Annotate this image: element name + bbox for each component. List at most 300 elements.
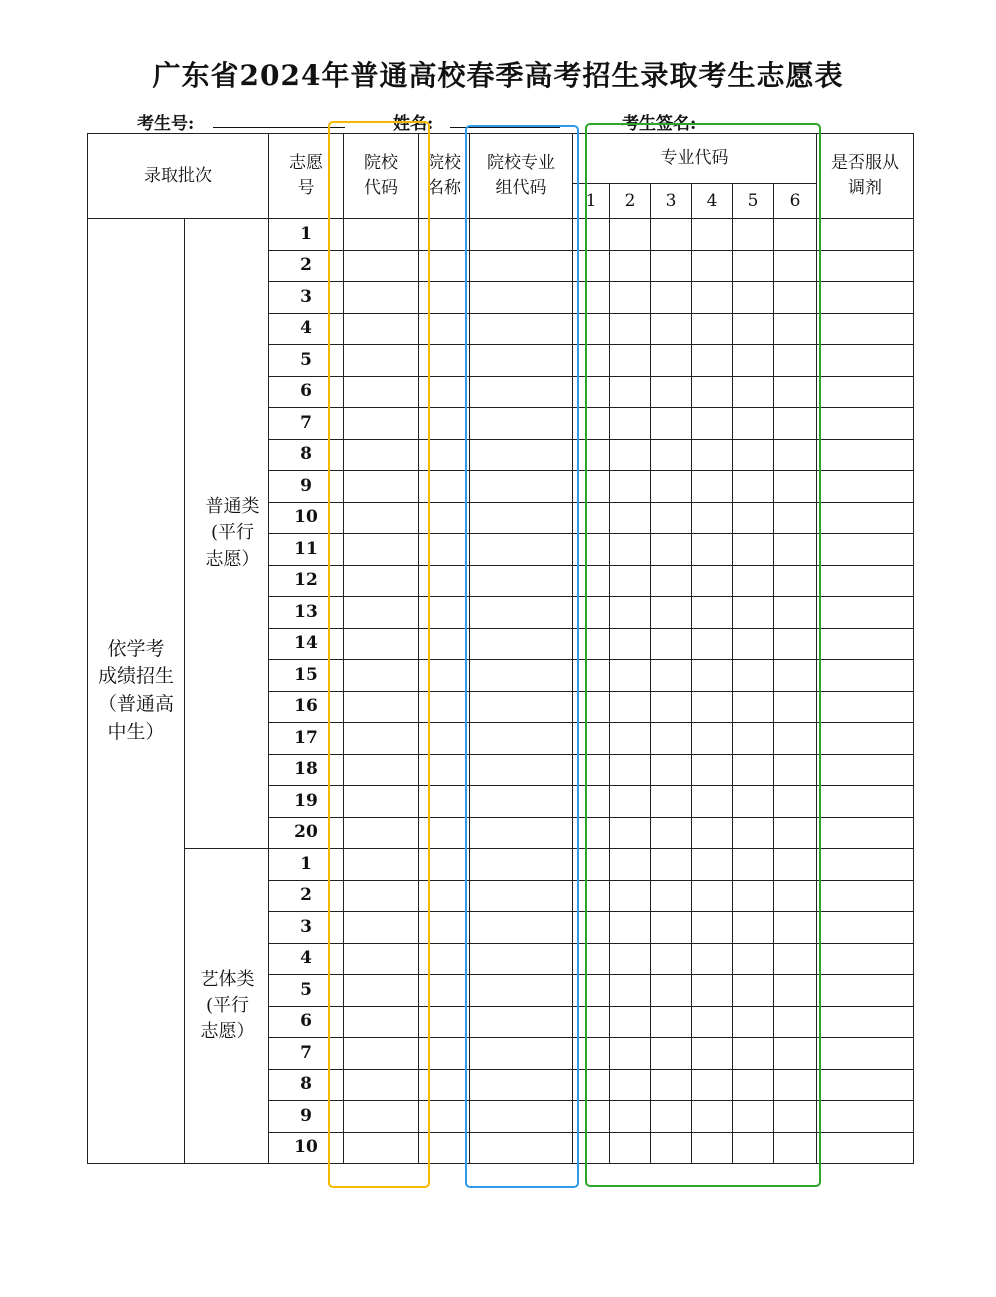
major-code-cell[interactable] — [733, 1006, 774, 1038]
group-code-cell[interactable] — [470, 471, 573, 503]
major-code-cell[interactable] — [651, 565, 692, 597]
group-code-cell[interactable] — [470, 565, 573, 597]
school-name-cell[interactable] — [419, 282, 470, 314]
major-code-cell[interactable] — [733, 1132, 774, 1164]
school-name-cell[interactable] — [419, 660, 470, 692]
school-name-cell[interactable] — [419, 880, 470, 912]
school-name-cell[interactable] — [419, 628, 470, 660]
major-code-cell[interactable] — [733, 376, 774, 408]
major-code-cell[interactable] — [774, 912, 817, 944]
group-code-cell[interactable] — [470, 345, 573, 377]
major-code-cell[interactable] — [651, 660, 692, 692]
major-code-cell[interactable] — [774, 943, 817, 975]
major-code-cell[interactable] — [692, 471, 733, 503]
group-code-cell[interactable] — [470, 219, 573, 251]
major-code-cell[interactable] — [651, 723, 692, 755]
major-code-cell[interactable] — [733, 849, 774, 881]
school-name-cell[interactable] — [419, 1069, 470, 1101]
major-code-cell[interactable] — [651, 754, 692, 786]
adjust-cell[interactable] — [817, 408, 914, 440]
name-field[interactable] — [450, 127, 560, 128]
school-name-cell[interactable] — [419, 1132, 470, 1164]
major-code-cell[interactable] — [733, 282, 774, 314]
adjust-cell[interactable] — [817, 691, 914, 723]
major-code-cell[interactable] — [573, 880, 610, 912]
major-code-cell[interactable] — [573, 1006, 610, 1038]
adjust-cell[interactable] — [817, 1132, 914, 1164]
major-code-cell[interactable] — [692, 439, 733, 471]
adjust-cell[interactable] — [817, 1069, 914, 1101]
major-code-cell[interactable] — [610, 817, 651, 849]
major-code-cell[interactable] — [610, 786, 651, 818]
major-code-cell[interactable] — [692, 250, 733, 282]
major-code-cell[interactable] — [573, 313, 610, 345]
group-code-cell[interactable] — [470, 439, 573, 471]
school-name-cell[interactable] — [419, 723, 470, 755]
adjust-cell[interactable] — [817, 912, 914, 944]
major-code-cell[interactable] — [774, 691, 817, 723]
adjust-cell[interactable] — [817, 282, 914, 314]
major-code-cell[interactable] — [774, 565, 817, 597]
school-code-cell[interactable] — [344, 439, 419, 471]
major-code-cell[interactable] — [651, 975, 692, 1007]
school-name-cell[interactable] — [419, 943, 470, 975]
major-code-cell[interactable] — [692, 912, 733, 944]
adjust-cell[interactable] — [817, 849, 914, 881]
adjust-cell[interactable] — [817, 975, 914, 1007]
major-code-cell[interactable] — [692, 880, 733, 912]
major-code-cell[interactable] — [774, 471, 817, 503]
school-code-cell[interactable] — [344, 471, 419, 503]
school-name-cell[interactable] — [419, 219, 470, 251]
major-code-cell[interactable] — [774, 219, 817, 251]
major-code-cell[interactable] — [733, 1101, 774, 1133]
school-name-cell[interactable] — [419, 250, 470, 282]
school-code-cell[interactable] — [344, 502, 419, 534]
school-code-cell[interactable] — [344, 786, 419, 818]
school-name-cell[interactable] — [419, 912, 470, 944]
school-code-cell[interactable] — [344, 943, 419, 975]
major-code-cell[interactable] — [733, 1069, 774, 1101]
major-code-cell[interactable] — [774, 628, 817, 660]
group-code-cell[interactable] — [470, 723, 573, 755]
group-code-cell[interactable] — [470, 502, 573, 534]
group-code-cell[interactable] — [470, 880, 573, 912]
group-code-cell[interactable] — [470, 912, 573, 944]
adjust-cell[interactable] — [817, 1038, 914, 1070]
major-code-cell[interactable] — [573, 1132, 610, 1164]
major-code-cell[interactable] — [692, 660, 733, 692]
school-name-cell[interactable] — [419, 408, 470, 440]
school-code-cell[interactable] — [344, 754, 419, 786]
major-code-cell[interactable] — [573, 660, 610, 692]
major-code-cell[interactable] — [610, 219, 651, 251]
school-code-cell[interactable] — [344, 975, 419, 1007]
major-code-cell[interactable] — [651, 691, 692, 723]
major-code-cell[interactable] — [774, 502, 817, 534]
adjust-cell[interactable] — [817, 439, 914, 471]
school-code-cell[interactable] — [344, 408, 419, 440]
major-code-cell[interactable] — [651, 880, 692, 912]
major-code-cell[interactable] — [573, 250, 610, 282]
major-code-cell[interactable] — [692, 817, 733, 849]
major-code-cell[interactable] — [774, 408, 817, 440]
major-code-cell[interactable] — [573, 817, 610, 849]
major-code-cell[interactable] — [774, 660, 817, 692]
major-code-cell[interactable] — [733, 754, 774, 786]
group-code-cell[interactable] — [470, 1132, 573, 1164]
major-code-cell[interactable] — [573, 1101, 610, 1133]
major-code-cell[interactable] — [692, 502, 733, 534]
school-code-cell[interactable] — [344, 1038, 419, 1070]
school-code-cell[interactable] — [344, 660, 419, 692]
adjust-cell[interactable] — [817, 219, 914, 251]
major-code-cell[interactable] — [573, 502, 610, 534]
major-code-cell[interactable] — [573, 219, 610, 251]
major-code-cell[interactable] — [692, 219, 733, 251]
major-code-cell[interactable] — [573, 943, 610, 975]
major-code-cell[interactable] — [774, 786, 817, 818]
major-code-cell[interactable] — [573, 754, 610, 786]
major-code-cell[interactable] — [651, 250, 692, 282]
major-code-cell[interactable] — [692, 943, 733, 975]
adjust-cell[interactable] — [817, 345, 914, 377]
adjust-cell[interactable] — [817, 723, 914, 755]
major-code-cell[interactable] — [610, 250, 651, 282]
adjust-cell[interactable] — [817, 250, 914, 282]
major-code-cell[interactable] — [733, 502, 774, 534]
group-code-cell[interactable] — [470, 660, 573, 692]
major-code-cell[interactable] — [774, 534, 817, 566]
major-code-cell[interactable] — [610, 502, 651, 534]
major-code-cell[interactable] — [774, 1132, 817, 1164]
major-code-cell[interactable] — [610, 439, 651, 471]
major-code-cell[interactable] — [692, 597, 733, 629]
adjust-cell[interactable] — [817, 943, 914, 975]
major-code-cell[interactable] — [610, 628, 651, 660]
major-code-cell[interactable] — [610, 1038, 651, 1070]
major-code-cell[interactable] — [651, 628, 692, 660]
school-name-cell[interactable] — [419, 691, 470, 723]
major-code-cell[interactable] — [733, 817, 774, 849]
school-code-cell[interactable] — [344, 723, 419, 755]
major-code-cell[interactable] — [733, 313, 774, 345]
major-code-cell[interactable] — [573, 1038, 610, 1070]
school-code-cell[interactable] — [344, 376, 419, 408]
major-code-cell[interactable] — [651, 471, 692, 503]
school-code-cell[interactable] — [344, 880, 419, 912]
school-name-cell[interactable] — [419, 376, 470, 408]
adjust-cell[interactable] — [817, 313, 914, 345]
major-code-cell[interactable] — [651, 502, 692, 534]
major-code-cell[interactable] — [610, 408, 651, 440]
major-code-cell[interactable] — [733, 471, 774, 503]
major-code-cell[interactable] — [573, 408, 610, 440]
school-code-cell[interactable] — [344, 628, 419, 660]
major-code-cell[interactable] — [733, 880, 774, 912]
major-code-cell[interactable] — [733, 219, 774, 251]
major-code-cell[interactable] — [692, 1101, 733, 1133]
major-code-cell[interactable] — [774, 1006, 817, 1038]
major-code-cell[interactable] — [692, 1069, 733, 1101]
adjust-cell[interactable] — [817, 817, 914, 849]
adjust-cell[interactable] — [817, 786, 914, 818]
adjust-cell[interactable] — [817, 502, 914, 534]
school-name-cell[interactable] — [419, 502, 470, 534]
major-code-cell[interactable] — [573, 439, 610, 471]
school-code-cell[interactable] — [344, 565, 419, 597]
major-code-cell[interactable] — [610, 565, 651, 597]
school-name-cell[interactable] — [419, 597, 470, 629]
major-code-cell[interactable] — [651, 597, 692, 629]
major-code-cell[interactable] — [651, 849, 692, 881]
major-code-cell[interactable] — [573, 691, 610, 723]
major-code-cell[interactable] — [774, 313, 817, 345]
major-code-cell[interactable] — [651, 376, 692, 408]
major-code-cell[interactable] — [692, 345, 733, 377]
major-code-cell[interactable] — [651, 313, 692, 345]
major-code-cell[interactable] — [610, 1069, 651, 1101]
major-code-cell[interactable] — [651, 439, 692, 471]
group-code-cell[interactable] — [470, 786, 573, 818]
major-code-cell[interactable] — [692, 282, 733, 314]
adjust-cell[interactable] — [817, 660, 914, 692]
school-code-cell[interactable] — [344, 597, 419, 629]
adjust-cell[interactable] — [817, 1006, 914, 1038]
major-code-cell[interactable] — [573, 849, 610, 881]
adjust-cell[interactable] — [817, 1101, 914, 1133]
major-code-cell[interactable] — [610, 912, 651, 944]
major-code-cell[interactable] — [573, 628, 610, 660]
school-name-cell[interactable] — [419, 439, 470, 471]
major-code-cell[interactable] — [733, 597, 774, 629]
major-code-cell[interactable] — [692, 565, 733, 597]
major-code-cell[interactable] — [774, 975, 817, 1007]
major-code-cell[interactable] — [610, 1101, 651, 1133]
major-code-cell[interactable] — [610, 376, 651, 408]
major-code-cell[interactable] — [733, 408, 774, 440]
major-code-cell[interactable] — [573, 597, 610, 629]
major-code-cell[interactable] — [733, 345, 774, 377]
major-code-cell[interactable] — [573, 912, 610, 944]
group-code-cell[interactable] — [470, 1006, 573, 1038]
major-code-cell[interactable] — [733, 975, 774, 1007]
school-code-cell[interactable] — [344, 912, 419, 944]
school-name-cell[interactable] — [419, 1006, 470, 1038]
major-code-cell[interactable] — [651, 282, 692, 314]
major-code-cell[interactable] — [573, 471, 610, 503]
school-name-cell[interactable] — [419, 754, 470, 786]
major-code-cell[interactable] — [774, 723, 817, 755]
major-code-cell[interactable] — [651, 786, 692, 818]
major-code-cell[interactable] — [733, 912, 774, 944]
group-code-cell[interactable] — [470, 534, 573, 566]
school-name-cell[interactable] — [419, 345, 470, 377]
group-code-cell[interactable] — [470, 975, 573, 1007]
major-code-cell[interactable] — [733, 1038, 774, 1070]
major-code-cell[interactable] — [610, 975, 651, 1007]
major-code-cell[interactable] — [692, 628, 733, 660]
major-code-cell[interactable] — [692, 313, 733, 345]
major-code-cell[interactable] — [610, 282, 651, 314]
school-name-cell[interactable] — [419, 849, 470, 881]
major-code-cell[interactable] — [692, 1132, 733, 1164]
major-code-cell[interactable] — [651, 817, 692, 849]
group-code-cell[interactable] — [470, 691, 573, 723]
school-name-cell[interactable] — [419, 786, 470, 818]
adjust-cell[interactable] — [817, 376, 914, 408]
school-name-cell[interactable] — [419, 313, 470, 345]
major-code-cell[interactable] — [610, 345, 651, 377]
major-code-cell[interactable] — [610, 1006, 651, 1038]
major-code-cell[interactable] — [774, 817, 817, 849]
group-code-cell[interactable] — [470, 313, 573, 345]
school-code-cell[interactable] — [344, 849, 419, 881]
major-code-cell[interactable] — [692, 723, 733, 755]
major-code-cell[interactable] — [610, 313, 651, 345]
major-code-cell[interactable] — [610, 1132, 651, 1164]
major-code-cell[interactable] — [692, 1006, 733, 1038]
school-name-cell[interactable] — [419, 534, 470, 566]
major-code-cell[interactable] — [733, 250, 774, 282]
group-code-cell[interactable] — [470, 1069, 573, 1101]
group-code-cell[interactable] — [470, 1038, 573, 1070]
major-code-cell[interactable] — [774, 376, 817, 408]
school-code-cell[interactable] — [344, 1006, 419, 1038]
major-code-cell[interactable] — [733, 691, 774, 723]
major-code-cell[interactable] — [692, 786, 733, 818]
school-code-cell[interactable] — [344, 282, 419, 314]
major-code-cell[interactable] — [610, 943, 651, 975]
major-code-cell[interactable] — [610, 754, 651, 786]
major-code-cell[interactable] — [692, 408, 733, 440]
major-code-cell[interactable] — [610, 880, 651, 912]
school-name-cell[interactable] — [419, 1101, 470, 1133]
group-code-cell[interactable] — [470, 597, 573, 629]
major-code-cell[interactable] — [733, 439, 774, 471]
major-code-cell[interactable] — [733, 628, 774, 660]
major-code-cell[interactable] — [610, 597, 651, 629]
major-code-cell[interactable] — [774, 597, 817, 629]
major-code-cell[interactable] — [610, 534, 651, 566]
major-code-cell[interactable] — [774, 880, 817, 912]
group-code-cell[interactable] — [470, 282, 573, 314]
major-code-cell[interactable] — [651, 219, 692, 251]
group-code-cell[interactable] — [470, 849, 573, 881]
major-code-cell[interactable] — [651, 1006, 692, 1038]
major-code-cell[interactable] — [573, 345, 610, 377]
major-code-cell[interactable] — [692, 691, 733, 723]
major-code-cell[interactable] — [573, 1069, 610, 1101]
adjust-cell[interactable] — [817, 597, 914, 629]
adjust-cell[interactable] — [817, 628, 914, 660]
group-code-cell[interactable] — [470, 754, 573, 786]
school-code-cell[interactable] — [344, 1101, 419, 1133]
school-name-cell[interactable] — [419, 471, 470, 503]
school-name-cell[interactable] — [419, 1038, 470, 1070]
major-code-cell[interactable] — [610, 691, 651, 723]
major-code-cell[interactable] — [610, 471, 651, 503]
group-code-cell[interactable] — [470, 817, 573, 849]
major-code-cell[interactable] — [610, 723, 651, 755]
school-name-cell[interactable] — [419, 817, 470, 849]
major-code-cell[interactable] — [651, 345, 692, 377]
major-code-cell[interactable] — [692, 975, 733, 1007]
major-code-cell[interactable] — [651, 534, 692, 566]
major-code-cell[interactable] — [692, 754, 733, 786]
school-code-cell[interactable] — [344, 691, 419, 723]
major-code-cell[interactable] — [573, 376, 610, 408]
major-code-cell[interactable] — [651, 1132, 692, 1164]
major-code-cell[interactable] — [573, 282, 610, 314]
school-code-cell[interactable] — [344, 534, 419, 566]
major-code-cell[interactable] — [651, 1038, 692, 1070]
major-code-cell[interactable] — [692, 376, 733, 408]
major-code-cell[interactable] — [573, 975, 610, 1007]
major-code-cell[interactable] — [774, 282, 817, 314]
major-code-cell[interactable] — [733, 660, 774, 692]
group-code-cell[interactable] — [470, 1101, 573, 1133]
major-code-cell[interactable] — [774, 345, 817, 377]
school-code-cell[interactable] — [344, 817, 419, 849]
major-code-cell[interactable] — [733, 943, 774, 975]
major-code-cell[interactable] — [651, 1101, 692, 1133]
major-code-cell[interactable] — [774, 1069, 817, 1101]
major-code-cell[interactable] — [774, 849, 817, 881]
major-code-cell[interactable] — [733, 786, 774, 818]
school-code-cell[interactable] — [344, 219, 419, 251]
major-code-cell[interactable] — [774, 754, 817, 786]
adjust-cell[interactable] — [817, 534, 914, 566]
major-code-cell[interactable] — [733, 723, 774, 755]
adjust-cell[interactable] — [817, 880, 914, 912]
major-code-cell[interactable] — [733, 565, 774, 597]
school-code-cell[interactable] — [344, 250, 419, 282]
adjust-cell[interactable] — [817, 471, 914, 503]
major-code-cell[interactable] — [733, 534, 774, 566]
major-code-cell[interactable] — [573, 534, 610, 566]
major-code-cell[interactable] — [774, 250, 817, 282]
major-code-cell[interactable] — [651, 912, 692, 944]
major-code-cell[interactable] — [573, 786, 610, 818]
school-code-cell[interactable] — [344, 1069, 419, 1101]
major-code-cell[interactable] — [692, 849, 733, 881]
major-code-cell[interactable] — [610, 660, 651, 692]
group-code-cell[interactable] — [470, 943, 573, 975]
major-code-cell[interactable] — [651, 1069, 692, 1101]
major-code-cell[interactable] — [610, 849, 651, 881]
major-code-cell[interactable] — [774, 439, 817, 471]
group-code-cell[interactable] — [470, 408, 573, 440]
school-code-cell[interactable] — [344, 1132, 419, 1164]
major-code-cell[interactable] — [573, 723, 610, 755]
major-code-cell[interactable] — [692, 534, 733, 566]
school-name-cell[interactable] — [419, 975, 470, 1007]
major-code-cell[interactable] — [774, 1101, 817, 1133]
school-code-cell[interactable] — [344, 345, 419, 377]
school-code-cell[interactable] — [344, 313, 419, 345]
group-code-cell[interactable] — [470, 250, 573, 282]
group-code-cell[interactable] — [470, 376, 573, 408]
adjust-cell[interactable] — [817, 565, 914, 597]
adjust-cell[interactable] — [817, 754, 914, 786]
school-name-cell[interactable] — [419, 565, 470, 597]
major-code-cell[interactable] — [692, 1038, 733, 1070]
major-code-cell[interactable] — [651, 943, 692, 975]
major-code-cell[interactable] — [651, 408, 692, 440]
exam-number-field[interactable] — [213, 127, 345, 128]
major-code-cell[interactable] — [573, 565, 610, 597]
